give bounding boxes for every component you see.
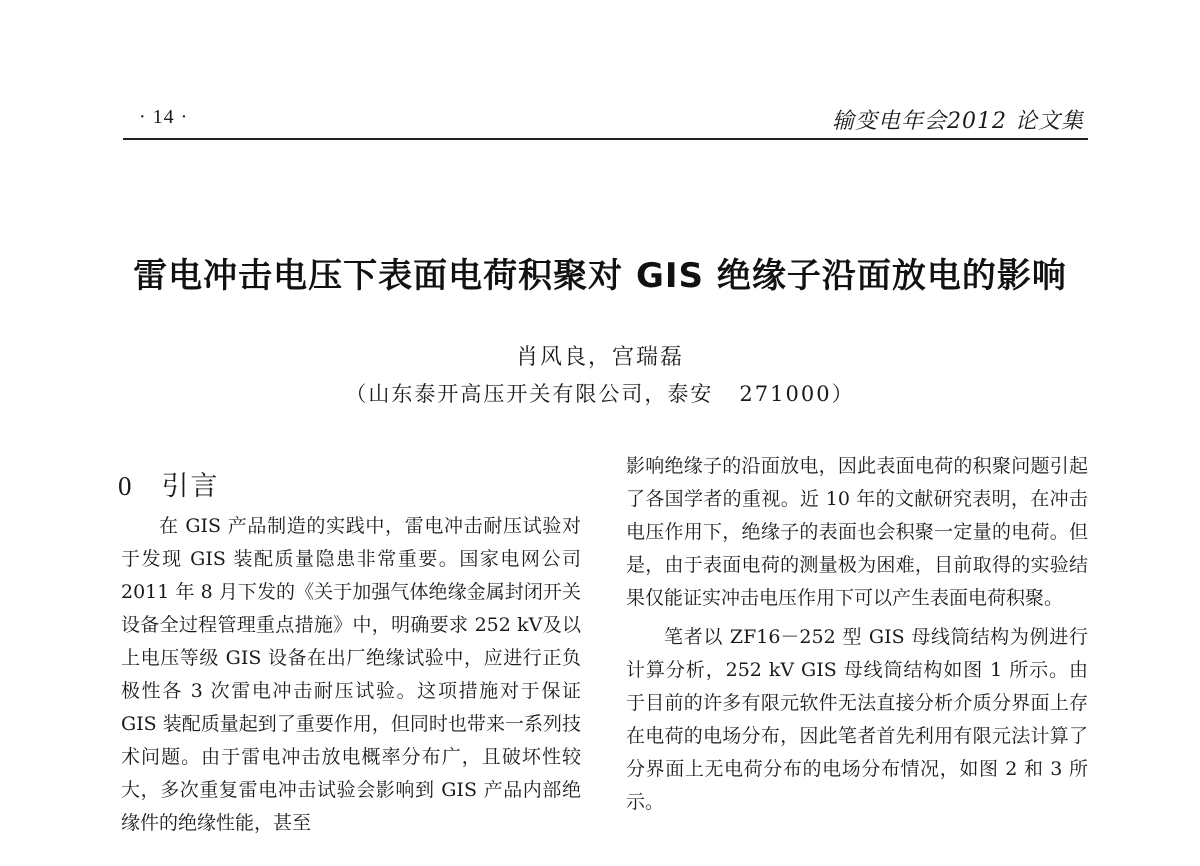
- journal-name: 输变电年会2012 论文集: [832, 109, 1084, 134]
- section-heading: [118, 464, 220, 503]
- right-column: [626, 450, 1088, 819]
- affiliation-text: （山东泰开高压开关有限公司，泰安: [345, 382, 714, 406]
- author-affiliation: [0, 378, 1200, 408]
- section-number: 0: [118, 471, 132, 501]
- paper-title: 雷电冲击电压下表面电荷积聚对 GIS 绝缘子沿面放电的影响: [133, 256, 1067, 296]
- left-paragraph-1: 在 GIS 产品制造的实践中，雷电冲击耐压试验对于发现 GIS 装配质量隐患非常重要。国家电网公司 2011 年 8 月下发的《关于加强气体绝缘金属封闭开关设备全过程管理重点措施》中，明确要求 252 kV及以上电压等级 GIS 设备在出厂绝缘试验中，应进行正负极性各 3 次雷电冲击耐压试验。这项措施对于保证 GIS 装配质量起到了重要作用，但同时也带来一系列技术问题。由于雷电冲击放电概率分布广，且破坏性较大，多次重复雷电冲击试验会影响到 GIS 产品内部绝缘件的绝缘性能，甚至: [121, 515, 581, 834]
- affiliation-postcode: 271000）: [739, 382, 855, 406]
- running-header: [123, 104, 1088, 140]
- section-label: 引言: [161, 471, 220, 502]
- left-column: [121, 510, 581, 840]
- right-paragraph-2: 笔者以 ZF16－252 型 GIS 母线筒结构为例进行计算分析，252 kV GIS 母线筒结构如图 1 所示。由于目前的许多有限元软件无法直接分析介质分界面上存在电荷的电场分布，因此笔者首先利用有限元法计算了分界面上无电荷分布的电场分布情况，如图 2 和 3 所示。: [626, 626, 1088, 813]
- right-paragraph-1: 影响绝缘子的沿面放电，因此表面电荷的积聚问题引起了各国学者的重视。近 10 年的文献研究表明，在冲击电压作用下，绝缘子的表面也会积聚一定量的电荷。但是，由于表面电荷的测量极为困难，目前取得的实验结果仅能证实冲击电压作用下可以产生表面电荷积聚。: [626, 455, 1088, 609]
- page-number: · 14 ·: [139, 106, 189, 128]
- author-list: 肖风良，宫瑞磊: [515, 345, 684, 370]
